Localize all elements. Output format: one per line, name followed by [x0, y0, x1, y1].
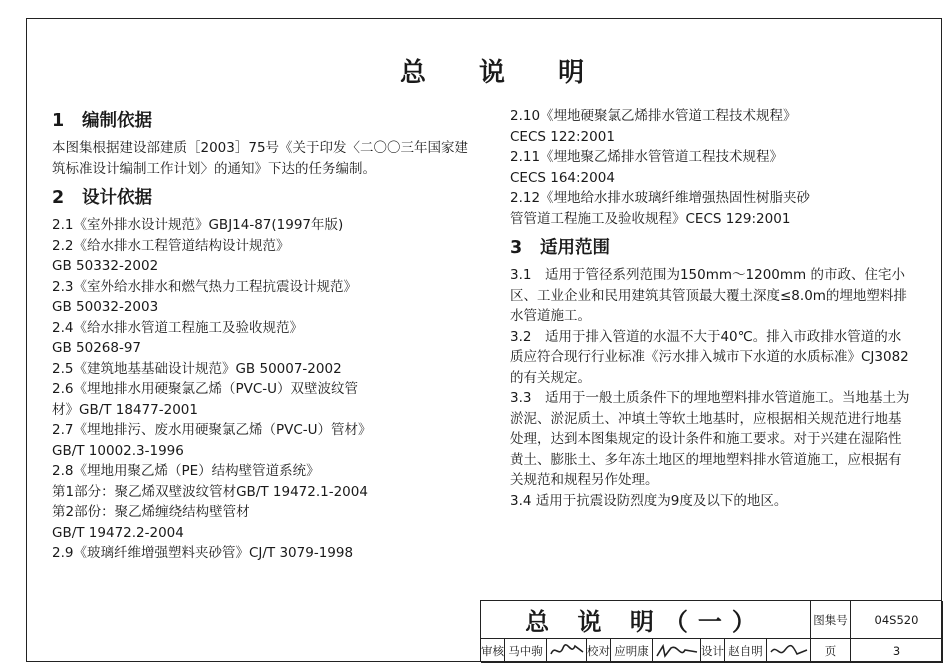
- reviewer-signature: [547, 639, 587, 663]
- reference-line: 2.6《埋地排水用硬聚氯乙烯（PVC-U）双壁波纹管: [52, 381, 359, 397]
- reference-line: GB 50268-97: [52, 340, 142, 356]
- reference-line: 2.11《埋地聚乙烯排水管管道工程技术规程》: [510, 149, 784, 165]
- reference-line: 2.4《给水排水管道工程施工及验收规范》: [52, 319, 303, 336]
- reference-line: 材》GB/T 18477-2001: [52, 401, 198, 418]
- reference-line: GB/T 19472.2-2004: [52, 524, 184, 541]
- left-column: [52, 106, 472, 564]
- reference-list-continued: [510, 106, 910, 229]
- reviewer-name: 马中驹: [505, 639, 547, 663]
- right-column: [510, 106, 910, 511]
- atlas-label: 图集号: [811, 601, 851, 639]
- reference-line: GB/T 10002.3-1996: [52, 442, 184, 459]
- reference-line: 管管道工程施工及验收规程》CECS 129:2001: [510, 210, 791, 227]
- reference-line: 2.2《给水排水工程管道结构设计规范》: [52, 237, 290, 254]
- sheet-title: 总 说 明（一）: [481, 601, 811, 639]
- reference-line: GB 50032-2003: [52, 299, 159, 315]
- reference-line: 2.7《埋地排污、废水用硬聚氯乙烯（PVC-U）管材》: [52, 422, 372, 438]
- reference-line: 2.9《玻璃纤维增强塑料夹砂管》CJ/T 3079-1998: [52, 545, 354, 561]
- section-heading-2: 2 设计依据: [52, 188, 152, 208]
- section-heading-1: 1 编制依据: [52, 111, 152, 131]
- reference-line: 2.5《建筑地基基础设计规范》GB 50007-2002: [52, 360, 342, 377]
- reference-line: 第1部分：聚乙烯双壁波纹管材GB/T 19472.1-2004: [52, 483, 368, 500]
- review-label: 审核: [481, 639, 505, 663]
- reference-line: 2.3《室外给水排水和燃气热力工程抗震设计规范》: [52, 278, 357, 295]
- reference-line: CECS 122:2001: [510, 128, 615, 145]
- checker-name: 应明康: [611, 639, 653, 663]
- page-title: 总 说 明: [400, 58, 607, 88]
- reference-line: 2.10《埋地硬聚氯乙烯排水管道工程技术规程》: [510, 108, 797, 124]
- design-label: 设计: [701, 639, 725, 663]
- scope-paragraph: 3.1 适用于管径系列范围为150mm～1200mm 的市政、住宅小区、工业企业和民用建筑其管顶最大覆土深度≤8.0m的埋地塑料排水管道施工。: [510, 267, 907, 324]
- atlas-number: 04S520: [851, 601, 943, 639]
- reference-line: 2.12《埋地给水排水玻璃纤维增强热固性树脂夹砂: [510, 190, 811, 206]
- reference-line: GB 50332-2002: [52, 258, 159, 274]
- reference-line: CECS 164:2004: [510, 169, 615, 186]
- reference-line: 2.1《室外排水设计规范》GBJ14-87(1997年版): [52, 217, 344, 233]
- section-1-body: 本图集根据建设部建质［2003］75号《关于印发〈二〇〇三年国家建筑标准设计编制工作计划〉的通知》下达的任务编制。: [52, 140, 469, 177]
- page-label: 页: [811, 639, 851, 663]
- reference-list: [52, 215, 472, 564]
- title-block: [480, 600, 942, 662]
- section-heading-3: 3 适用范围: [510, 238, 610, 258]
- check-label: 校对: [587, 639, 611, 663]
- scope-paragraph: 3.3 适用于一般土质条件下的埋地塑料排水管道施工。当地基土为淤泥、淤泥质土、冲填土等软土地基时，应根据相关规范进行地基处理，达到本图集规定的设计条件和施工要求。对于兴建在湿陷性黄土、膨胀土、多年冻土地区的埋地塑料排水管道施工，应根据有关规范和规程另作处理。: [510, 390, 910, 488]
- scope-paragraph: 3.2 适用于排入管道的水温不大于40℃。排入市政排水管道的水质应符合现行行业标准《污水排入城市下水道的水质标准》CJ3082的有关规定。: [510, 328, 909, 386]
- checker-signature: [653, 639, 701, 663]
- designer-name: 赵自明: [725, 639, 767, 663]
- reference-line: 第2部份：聚乙烯缠绕结构壁管材: [52, 504, 250, 520]
- page-number: 3: [851, 639, 943, 663]
- designer-signature: [767, 639, 811, 663]
- reference-line: 2.8《埋地用聚乙烯（PE）结构壁管道系统》: [52, 463, 320, 479]
- scope-paragraph: 3.4 适用于抗震设防烈度为9度及以下的地区。: [510, 492, 788, 509]
- scope-paragraphs: [510, 265, 910, 511]
